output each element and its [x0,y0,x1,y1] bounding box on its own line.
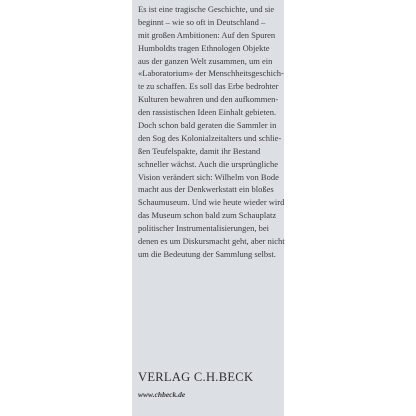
blurb-line: denen es um Diskursmacht geht, aber nicht [138,236,285,247]
blurb-line: politischer Instrumentalisierungen, bei [138,223,270,234]
blurb-line: schneller wächst. Auch die ursprüngliche [138,158,278,169]
blurb-line: um die Bedeutung der Sammlung selbst. [138,248,276,259]
blurb-line: Schaumuseum. Und wie heute wieder wird [138,197,285,208]
blurb-line: te zu schaffen. Es soll das Erbe bedrohter [138,81,279,92]
blurb-line: Kulturen bewahren und den aufkommen- [138,94,279,105]
blurb-line: Vision verändert sich: Wilhelm von Bode [138,171,279,182]
blurb-text [138,3,285,261]
blurb-line: mit großen Ambitionen: Auf den Spuren [138,29,276,40]
blurb-line: macht aus der Denkwerkstatt ein bloßes [138,184,274,195]
blurb-line: beginnt – wie so oft in Deutschland – [138,16,266,27]
blurb-line: den rassistischen Ideen Einhalt gebieten. [138,107,277,118]
blurb-line: Humboldts tragen Ethnologen Objekte [138,42,270,53]
blurb-line: den Sog des Kolonialzeitalters und schlie- [138,132,282,143]
blurb-line: Doch schon bald geraten die Sammler in [138,120,277,131]
publisher-name: VERLAG C.H.BECK [138,370,254,384]
blurb-line: aus der ganzen Welt zusammen, um ein [138,55,273,66]
blurb-line: das Museum schon bald zum Schauplatz [138,210,277,221]
blurb-line: Es ist eine tragische Geschichte, und sie [138,4,275,14]
publisher-website: www.chbeck.de [138,390,186,399]
blurb-line: «Laboratorium» der Menschheitsgeschich- [138,68,284,79]
blurb-line: ßen Teufelspakte, damit ihr Bestand [138,145,261,156]
